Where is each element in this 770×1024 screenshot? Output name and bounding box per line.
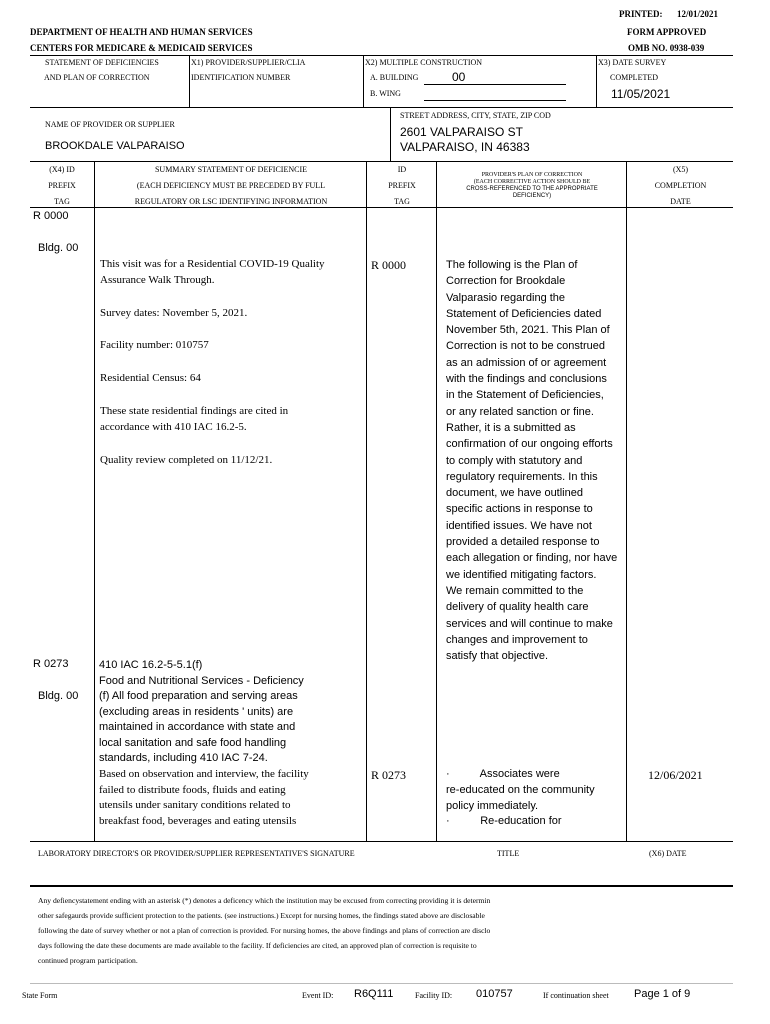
stmt-label-2: AND PLAN OF CORRECTION: [44, 73, 150, 82]
x3-label: X3) DATE SURVEY: [598, 58, 667, 67]
facility-id-label: Facility ID:: [415, 991, 453, 1000]
id-header-2: PREFIX: [388, 181, 416, 190]
col-divider: [436, 161, 437, 841]
printed-date: 12/01/2021: [677, 9, 719, 19]
entry1-id-tag: R 0000: [371, 258, 407, 272]
x5-header-1: (X5): [672, 165, 689, 174]
dept-title: DEPARTMENT OF HEALTH AND HUMAN SERVICES: [30, 27, 253, 37]
divider: [363, 55, 364, 107]
divider: [390, 107, 391, 161]
continuation-label: If continuation sheet: [543, 991, 609, 1000]
footer-rule: [30, 983, 733, 984]
signature-label: LABORATORY DIRECTOR'S OR PROVIDER/SUPPLIER REPRESENTATIVE'S SIGNATURE: [38, 849, 355, 858]
entry2-bldg: Bldg. 00: [38, 690, 79, 702]
id-header-1: ID: [397, 165, 407, 174]
disclaimer-text: Any defiencystatement ending with an asterisk (*) denotes a deficency which the institution may be excused from correcting providing it is determin other safegaurds provide sufficient protection to the patients. (see instructions.) Except for nursing homes, the findings stated above are disclosable following the date of survey whether or not a plan of correction is provided. For nursing homes, the above findings and plans of correction are disclo days following the date these documents are made available to the facility. If deficiencies are cited, an approved plan of correction is requisite to continued program participation.: [38, 896, 491, 965]
facility-id-value: 010757: [476, 988, 513, 1000]
completed-label: COMPLETED: [610, 73, 658, 82]
summary-header-2: (EACH DEFICIENCY MUST BE PRECEDED BY FULL: [136, 181, 326, 190]
top-border: [30, 55, 733, 56]
entry1-tag: R 0000: [33, 210, 69, 222]
entry2-completion-date: 12/06/2021: [648, 768, 703, 782]
building-underline: [424, 84, 566, 85]
plan-header-1: PROVIDER'S PLAN OF CORRECTION: [481, 172, 583, 178]
plan-header-3: CROSS-REFERENCED TO THE APPROPRIATE: [466, 186, 598, 192]
id-header-3: TAG: [394, 197, 410, 206]
entry2-summary-findings: Based on observation and interview, the facility failed to distribute foods, fluids and eating utensils under sanitary conditions related to breakfast food, beverages and eating utensils: [99, 768, 309, 827]
title-label: TITLE: [497, 849, 520, 858]
printed-label: PRINTED:: [619, 9, 663, 19]
signature-bottom-border: [30, 885, 733, 887]
summary-header-1: SUMMARY STATEMENT OF DEFICIENCIE: [154, 165, 308, 174]
x4-header-3: TAG: [54, 197, 70, 206]
entry1-plan: The following is the Plan of Correction for Brookdale Valparasio regarding the Statement of Deficiencies dated November 5th, 2021. This Plan of Correction is not to be construed as an admission of or agreement with the findings and conclusions in the Statement of Deficiencies, or any related sanction or fine. Rather, it is a submitted as confirmation of our ongoing efforts to comply with statutory and regulatory requirements. In this document, we have outlined specific actions in response to identified issues. We have not provided a detailed response to each allegation or finding, nor have we identified mitigating factors. We remain committed to the delivery of quality health care services and will continue to make changes and improvement to satisfy that objective.: [446, 259, 618, 663]
entry2-plan-bullet-1: · Associates were: [446, 768, 560, 780]
x1-label-1: X1) PROVIDER/SUPPLIER/CLIA: [191, 58, 306, 67]
page-number: Page 1 of 9: [634, 988, 691, 1000]
wing-underline: [424, 100, 566, 101]
building-label: A. BUILDING: [370, 73, 419, 82]
x2-label: X2) MULTIPLE CONSTRUCTION: [365, 58, 483, 67]
col-divider: [94, 161, 95, 841]
x4-header-2: PREFIX: [48, 181, 76, 190]
event-id-label: Event ID:: [302, 991, 334, 1000]
x1-label-2: IDENTIFICATION NUMBER: [191, 73, 291, 82]
x4-header-1: (X4) ID: [49, 165, 75, 174]
col-divider: [366, 161, 367, 841]
divider: [30, 107, 733, 108]
divider: [30, 161, 733, 162]
divider: [189, 55, 190, 107]
form-approved: FORM APPROVED: [627, 27, 707, 37]
divider: [596, 55, 597, 107]
provider-name-label: NAME OF PROVIDER OR SUPPLIER: [45, 120, 175, 129]
city-state-zip: VALPARAISO, IN 46383: [400, 140, 530, 154]
centers-title: CENTERS FOR MEDICARE & MEDICAID SERVICES: [30, 43, 253, 53]
entry1-summary: This visit was for a Residential COVID-19 Quality Assurance Walk Through. Survey dates: November 5, 2021. Facility number: 010757 Residential Census: 64 These state residential findings are cited in accordance with 410 IAC 16.2-5. Quality review completed on 11/12/21.: [100, 258, 325, 466]
provider-name: BROOKDALE VALPARAISO: [45, 140, 185, 152]
entry1-bldg: Bldg. 00: [38, 242, 79, 254]
body-bottom-border: [30, 841, 733, 842]
plan-header-2: (EACH CORRECTIVE ACTION SHOULD BE: [473, 179, 591, 185]
x5-header-2: COMPLETION: [654, 181, 707, 190]
survey-date: 11/05/2021: [611, 87, 671, 101]
entry2-summary-regulation: 410 IAC 16.2-5-5.1(f) Food and Nutritional Services - Deficiency (f) All food preparation and serving areas (excluding areas in residents ' units) are maintained in accordance with state and local sanitation and safe food handling standards, including 410 IAC 7-24.: [99, 659, 304, 764]
header-bottom-border: [30, 207, 733, 208]
entry2-plan-bullet-2: · Re-education for: [446, 815, 562, 827]
entry2-plan-bullet-1-cont: re-educated on the community policy immediately.: [446, 784, 595, 812]
plan-header-4: DEFICIENCY): [512, 193, 552, 199]
address-label: STREET ADDRESS, CITY, STATE, ZIP COD: [400, 111, 551, 120]
street-address: 2601 VALPARAISO ST: [400, 125, 523, 139]
wing-label: B. WING: [370, 89, 401, 98]
col-divider: [626, 161, 627, 841]
omb-number: OMB NO. 0938-039: [628, 43, 705, 53]
event-id-value: R6Q111: [354, 988, 394, 1000]
state-form-label: State Form: [22, 991, 58, 1000]
summary-header-3: REGULATORY OR LSC IDENTIFYING INFORMATION: [134, 197, 328, 206]
x5-header-3: DATE: [670, 197, 691, 206]
building-value: 00: [452, 70, 466, 84]
stmt-label-1: STATEMENT OF DEFICIENCIES: [45, 58, 159, 67]
date-label: (X6) DATE: [649, 849, 687, 858]
entry2-tag: R 0273: [33, 658, 69, 670]
entry2-id-tag: R 0273: [371, 768, 407, 782]
